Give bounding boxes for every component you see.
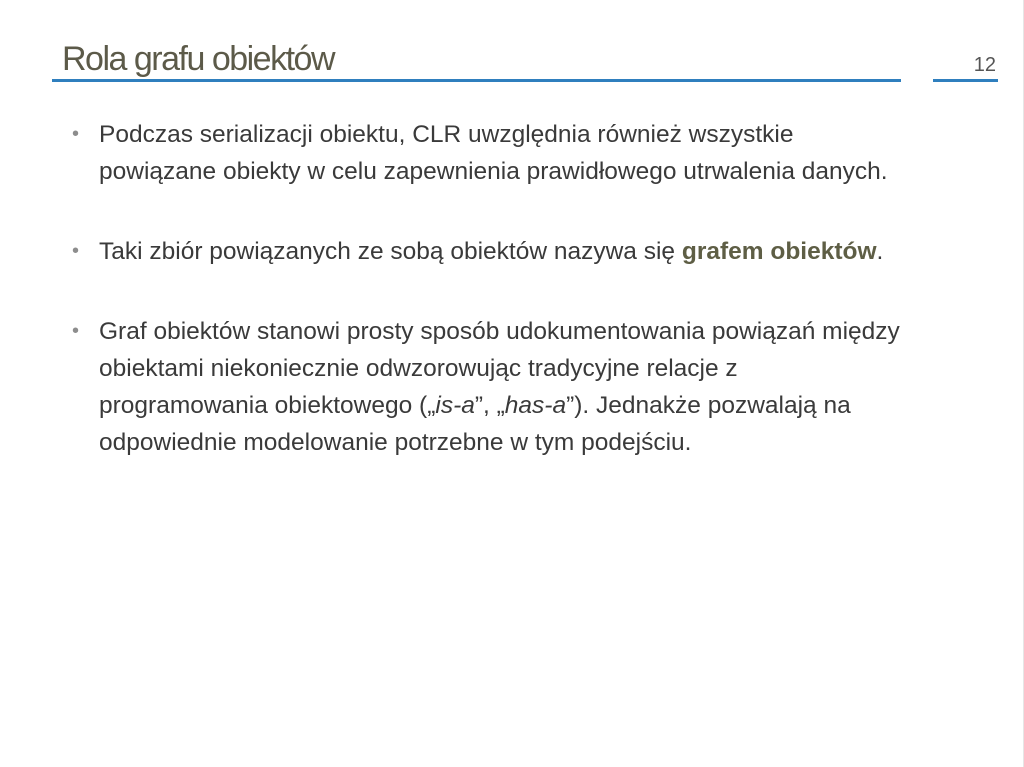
bullet-italic-is-a: is-a <box>435 392 475 419</box>
bullet-icon: • <box>72 240 80 262</box>
bullet-list <box>72 116 902 504</box>
bullet-item-object-graph-definition <box>72 233 902 270</box>
bullet-italic-has-a: has-a <box>504 392 567 419</box>
title-underline <box>52 79 901 82</box>
bullet-bold-term: grafem obiektów <box>681 238 877 265</box>
page-number: 12 <box>973 54 996 76</box>
page-number-underline <box>933 79 998 82</box>
bullet-text-mid: ”, „ <box>474 392 505 419</box>
bullet-item-serialization <box>72 116 902 190</box>
bullet-text: Taki zbiór powiązanych ze sobą obiektów nazywa się <box>99 238 682 265</box>
slide-title: Rola grafu obiektów <box>62 40 335 78</box>
bullet-icon: • <box>72 123 80 145</box>
bullet-icon: • <box>72 320 80 342</box>
bullet-item-graph-documentation <box>72 313 902 461</box>
bullet-text: Podczas serializacji obiektu, CLR uwzględnia również wszystkie powiązane obiekty w celu zapewnienia prawidłowego utrwalenia danych. <box>99 121 888 185</box>
bullet-text: Graf obiektów stanowi prosty sposób udokumentowania powiązań między obiektami niekoniecznie odwzorowując tradycyjne relacje z programowania obiektowego („ <box>99 318 900 419</box>
bullet-text-end: . <box>876 238 884 265</box>
bullet-text-end: ”). Jednakże pozwalają na odpowiednie modelowanie potrzebne w tym podejściu. <box>99 392 851 456</box>
